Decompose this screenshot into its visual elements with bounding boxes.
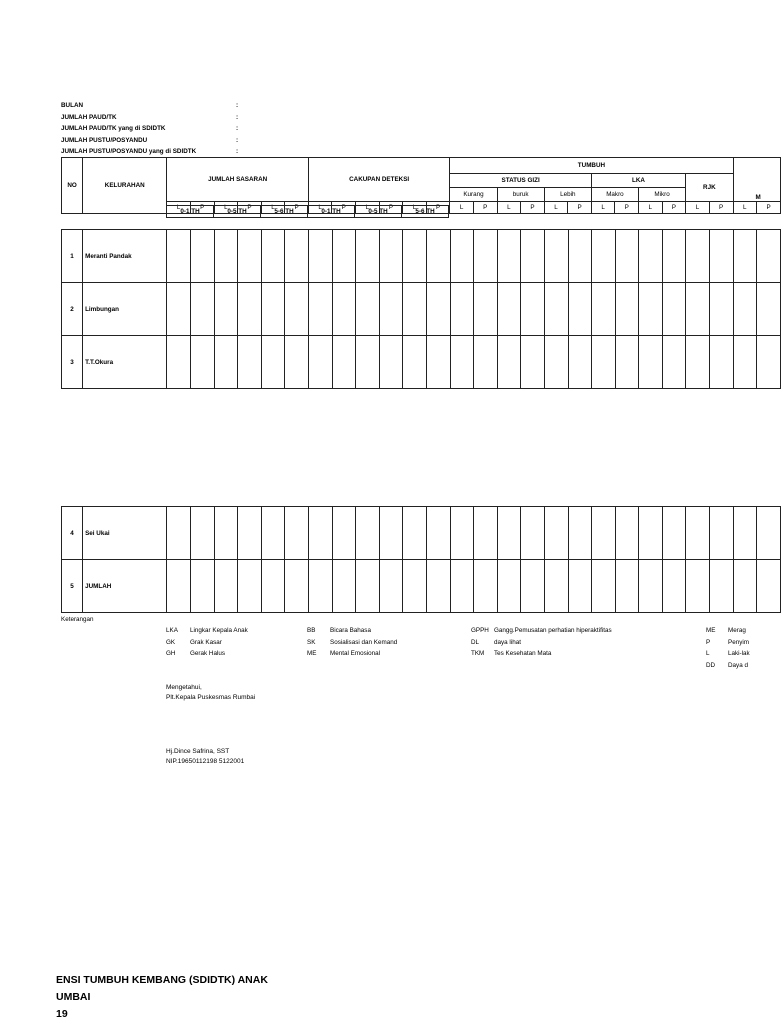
meta-row-pustu — [61, 135, 239, 147]
data-cell[interactable] — [191, 560, 215, 613]
legend-item — [471, 637, 612, 649]
data-cell[interactable] — [261, 230, 285, 283]
data-cell[interactable] — [757, 560, 781, 613]
data-cell[interactable] — [167, 336, 191, 389]
meta-row-paud — [61, 112, 239, 124]
data-cell[interactable] — [544, 336, 568, 389]
row-no: 4 — [62, 507, 83, 560]
data-cell[interactable] — [261, 507, 285, 560]
lp-header-p: P — [285, 202, 309, 214]
header-lka-makro: Makro — [591, 188, 638, 202]
data-cell[interactable] — [686, 230, 710, 283]
data-cell[interactable] — [568, 507, 592, 560]
data-cell[interactable] — [592, 230, 616, 283]
data-cell[interactable] — [426, 336, 450, 389]
data-cell[interactable] — [592, 560, 616, 613]
data-cell[interactable] — [592, 336, 616, 389]
signature-position: Plt.Kepala Puskesmas Rumbai — [166, 694, 256, 701]
data-cell[interactable] — [379, 336, 403, 389]
row-no: 1 — [62, 230, 83, 283]
data-cell[interactable] — [379, 507, 403, 560]
data-cell[interactable] — [214, 283, 238, 336]
lp-header-l: L — [403, 202, 427, 214]
data-cell[interactable] — [544, 560, 568, 613]
age-sasaran-0-5: 0-5 TH — [214, 206, 261, 218]
data-cell[interactable] — [238, 560, 262, 613]
table-row — [62, 283, 781, 336]
age-cakupan-0-5: 0-5 TH — [355, 206, 402, 218]
data-cell[interactable] — [356, 560, 380, 613]
lp-header-p: P — [332, 202, 356, 214]
data-cell[interactable] — [733, 336, 757, 389]
lp-header-l: L — [450, 202, 474, 214]
legend-code: GK — [166, 638, 176, 646]
data-cell[interactable] — [426, 560, 450, 613]
data-cell[interactable] — [757, 283, 781, 336]
data-cell[interactable] — [733, 507, 757, 560]
data-cell[interactable] — [544, 507, 568, 560]
legend-item — [166, 625, 248, 637]
signature-nip: NIP.19650112198 5122001 — [166, 758, 245, 765]
header-kelurahan: KELURAHAN — [83, 158, 167, 214]
data-cell[interactable] — [615, 283, 639, 336]
data-cell[interactable] — [379, 283, 403, 336]
data-cell[interactable] — [238, 283, 262, 336]
data-cell[interactable] — [332, 283, 356, 336]
data-cell[interactable] — [356, 283, 380, 336]
data-cell[interactable] — [568, 560, 592, 613]
table-row — [62, 230, 781, 283]
data-cell[interactable] — [497, 507, 521, 560]
legend-desc: daya lihat — [494, 638, 521, 646]
legend-desc: Gangg.Pemusatan perhatian hiperaktifitas — [494, 627, 612, 634]
data-cell[interactable] — [615, 336, 639, 389]
data-cell[interactable] — [639, 230, 663, 283]
data-cell[interactable] — [379, 560, 403, 613]
data-cell[interactable] — [285, 283, 309, 336]
data-cell[interactable] — [214, 336, 238, 389]
data-cell[interactable] — [214, 560, 238, 613]
data-cell[interactable] — [332, 560, 356, 613]
data-cell[interactable] — [285, 230, 309, 283]
data-cell[interactable] — [214, 230, 238, 283]
lp-header-p: P — [521, 202, 545, 214]
data-cell[interactable] — [426, 230, 450, 283]
data-cell[interactable] — [733, 560, 757, 613]
data-cell[interactable] — [474, 560, 498, 613]
age-sasaran-0-1: 0-1 TH — [167, 206, 214, 218]
data-cell[interactable] — [308, 507, 332, 560]
data-cell[interactable] — [568, 283, 592, 336]
legend-code: GH — [166, 650, 176, 657]
age-sasaran-5-6: 5-6 TH — [261, 206, 308, 218]
meta-row-bulan — [61, 100, 239, 112]
legend-desc: Tes Kesehatan Mata — [494, 650, 552, 657]
header-gizi-kurang: Kurang — [450, 188, 497, 202]
header-gizi-buruk: buruk — [497, 188, 544, 202]
legend-item — [706, 637, 768, 649]
data-cell[interactable] — [474, 283, 498, 336]
data-cell[interactable] — [639, 507, 663, 560]
data-cell[interactable] — [167, 283, 191, 336]
data-cell[interactable] — [261, 336, 285, 389]
age-group-row — [166, 205, 449, 218]
meta-label: JUMLAH PAUD/TK — [61, 113, 117, 121]
data-cell[interactable] — [521, 230, 545, 283]
header-lka: LKA — [591, 174, 685, 188]
lp-header-l: L — [356, 202, 380, 214]
lp-header-l: L — [544, 202, 568, 214]
data-cell[interactable] — [568, 230, 592, 283]
data-cell[interactable] — [733, 230, 757, 283]
lp-header-l: L — [214, 202, 238, 214]
data-cell[interactable] — [426, 507, 450, 560]
row-no: 3 — [62, 336, 83, 389]
legend-item — [307, 648, 397, 660]
data-cell[interactable] — [167, 560, 191, 613]
data-cell[interactable] — [191, 230, 215, 283]
data-cell[interactable] — [592, 283, 616, 336]
data-cell[interactable] — [544, 230, 568, 283]
row-kelurahan: Limbungan — [83, 283, 167, 336]
data-cell[interactable] — [308, 560, 332, 613]
legend-code: ME — [706, 627, 716, 634]
data-cell[interactable] — [191, 336, 215, 389]
data-cell[interactable] — [615, 230, 639, 283]
lp-header-p: P — [615, 202, 639, 214]
legend-code: GPPH — [471, 627, 489, 634]
data-cell[interactable] — [403, 560, 427, 613]
meta-row-paud-sdidtk — [61, 123, 239, 135]
data-cell[interactable] — [497, 230, 521, 283]
data-cell[interactable] — [191, 283, 215, 336]
data-cell[interactable] — [191, 507, 215, 560]
data-cell[interactable] — [497, 560, 521, 613]
legend-desc: Grak Kasar — [190, 638, 222, 646]
meta-label: JUMLAH PUSTU/POSYANDU yang di SDIDTK — [61, 148, 197, 155]
legend-desc: Merag — [728, 627, 746, 634]
data-cell[interactable] — [285, 560, 309, 613]
meta-sep: : — [236, 113, 239, 121]
legend-desc: Mental Emosional — [330, 650, 381, 657]
data-cell[interactable] — [332, 507, 356, 560]
lp-header-l: L — [686, 202, 710, 214]
data-cell[interactable] — [308, 230, 332, 283]
lp-header-p: P — [379, 202, 403, 214]
data-cell[interactable] — [662, 283, 686, 336]
lp-header-l: L — [733, 202, 757, 214]
data-cell[interactable] — [686, 560, 710, 613]
data-cell[interactable] — [379, 230, 403, 283]
legend-item — [706, 625, 768, 637]
data-cell[interactable] — [686, 283, 710, 336]
data-cell[interactable] — [615, 507, 639, 560]
legend-item — [307, 625, 397, 637]
legend-desc: Daya d — [728, 661, 748, 669]
header-no: NO — [62, 158, 83, 214]
data-cell[interactable] — [686, 336, 710, 389]
data-cell[interactable] — [757, 507, 781, 560]
data-cell[interactable] — [214, 507, 238, 560]
legend-desc: Penyim — [728, 638, 749, 646]
legend-code: LKA — [166, 627, 178, 634]
data-cell[interactable] — [662, 507, 686, 560]
legend-desc: Gerak Halus — [190, 650, 225, 657]
data-table-bottom — [61, 506, 781, 613]
legend-desc: Bicara Bahasa — [330, 627, 371, 634]
footer-title-line1: ENSI TUMBUH KEMBANG (SDIDTK) ANAK — [56, 974, 268, 986]
row-kelurahan: Meranti Pandak — [83, 230, 167, 283]
data-table-top — [61, 229, 781, 389]
meta-info — [61, 100, 239, 158]
data-cell[interactable] — [521, 283, 545, 336]
data-cell[interactable] — [757, 230, 781, 283]
data-cell[interactable] — [521, 507, 545, 560]
signature-block — [166, 683, 255, 767]
table-row — [62, 507, 781, 560]
data-cell[interactable] — [356, 336, 380, 389]
data-cell[interactable] — [568, 336, 592, 389]
data-cell[interactable] — [450, 230, 474, 283]
data-cell[interactable] — [615, 560, 639, 613]
data-cell[interactable] — [474, 336, 498, 389]
row-no: 2 — [62, 283, 83, 336]
header-cakupan-deteksi: CAKUPAN DETEKSI — [308, 158, 450, 202]
footer-title-line3: 19 — [56, 1008, 68, 1020]
data-cell[interactable] — [592, 507, 616, 560]
age-cakupan-5-6: 5-6 TH — [402, 206, 449, 218]
data-cell[interactable] — [403, 283, 427, 336]
data-cell[interactable] — [450, 560, 474, 613]
data-cell[interactable] — [639, 336, 663, 389]
data-cell[interactable] — [710, 336, 734, 389]
data-cell[interactable] — [426, 283, 450, 336]
signature-mengetahui: Mengetahui, — [166, 684, 202, 691]
lp-header-p: P — [662, 202, 686, 214]
meta-sep: : — [236, 102, 239, 109]
meta-sep: : — [236, 148, 239, 155]
lp-header-l: L — [261, 202, 285, 214]
meta-label: BULAN — [61, 102, 84, 109]
data-cell[interactable] — [710, 560, 734, 613]
legend-code: BB — [307, 627, 316, 634]
footer-title-line2: UMBAI — [56, 991, 91, 1003]
legend-desc: Laki-lak — [728, 650, 750, 657]
data-cell[interactable] — [639, 283, 663, 336]
data-cell[interactable] — [356, 230, 380, 283]
data-cell[interactable] — [710, 230, 734, 283]
meta-label: JUMLAH PUSTU/POSYANDU — [61, 136, 148, 144]
lp-header-p: P — [190, 202, 214, 214]
data-cell[interactable] — [710, 283, 734, 336]
lp-header-p: P — [426, 202, 450, 214]
legend-col-4 — [706, 625, 768, 671]
header-tumbuh: TUMBUH — [450, 158, 733, 174]
data-cell[interactable] — [544, 283, 568, 336]
lp-header-l: L — [167, 202, 191, 214]
data-cell[interactable] — [474, 230, 498, 283]
meta-row-pustu-sdidtk — [61, 146, 239, 158]
data-cell[interactable] — [261, 560, 285, 613]
data-cell[interactable] — [238, 507, 262, 560]
legend-item — [706, 660, 768, 672]
lp-header-p: P — [238, 202, 262, 214]
data-cell[interactable] — [332, 336, 356, 389]
data-cell[interactable] — [167, 507, 191, 560]
lp-header-l: L — [308, 202, 332, 214]
data-cell[interactable] — [332, 230, 356, 283]
data-cell[interactable] — [521, 336, 545, 389]
legend-code: SK — [307, 638, 316, 646]
data-cell[interactable] — [356, 507, 380, 560]
table-row — [62, 336, 781, 389]
table-row — [62, 560, 781, 613]
legend-col-3 — [471, 625, 612, 660]
lp-header-p: P — [568, 202, 592, 214]
lp-header-p: P — [473, 202, 497, 214]
meta-sep: : — [236, 136, 239, 144]
legend-item — [706, 648, 768, 660]
data-cell[interactable] — [639, 560, 663, 613]
data-cell[interactable] — [733, 283, 757, 336]
lp-header-l: L — [497, 202, 521, 214]
data-cell[interactable] — [450, 336, 474, 389]
row-kelurahan: T.T.Okura — [83, 336, 167, 389]
data-cell[interactable] — [662, 336, 686, 389]
lp-header-l: L — [639, 202, 663, 214]
data-cell[interactable] — [238, 336, 262, 389]
data-cell[interactable] — [662, 230, 686, 283]
legend-title: Keterangan — [61, 616, 94, 623]
data-cell[interactable] — [497, 336, 521, 389]
row-kelurahan: Sei Ukai — [83, 507, 167, 560]
data-cell[interactable] — [757, 336, 781, 389]
legend-item — [471, 625, 612, 637]
data-cell[interactable] — [497, 283, 521, 336]
data-cell[interactable] — [285, 507, 309, 560]
header-rjk: RJK — [686, 174, 733, 202]
data-cell[interactable] — [710, 507, 734, 560]
data-cell[interactable] — [403, 230, 427, 283]
data-cell[interactable] — [403, 336, 427, 389]
legend-item — [166, 648, 248, 660]
legend-item — [166, 637, 248, 649]
legend-code: TKM — [471, 650, 485, 657]
legend-code: ME — [307, 650, 317, 657]
age-cakupan-0-1: 0-1 TH — [308, 206, 355, 218]
data-cell[interactable] — [403, 507, 427, 560]
header-gizi-lebih: Lebih — [544, 188, 591, 202]
legend-item — [471, 648, 612, 660]
meta-sep: : — [236, 125, 239, 132]
legend-col-1 — [166, 625, 248, 660]
legend-code: L — [706, 650, 710, 657]
header-cut: M — [733, 158, 781, 202]
data-cell[interactable] — [450, 283, 474, 336]
header-lka-mikro: Mikro — [639, 188, 686, 202]
data-cell[interactable] — [308, 283, 332, 336]
meta-label: JUMLAH PAUD/TK yang di SDIDTK — [61, 125, 166, 132]
signature-name: Hj.Dince Safrina, SST — [166, 748, 230, 755]
data-cell[interactable] — [686, 507, 710, 560]
legend-desc: Sosialisasi dan Kemand — [330, 638, 398, 646]
data-cell[interactable] — [450, 507, 474, 560]
data-cell[interactable] — [285, 336, 309, 389]
data-cell[interactable] — [238, 230, 262, 283]
data-cell[interactable] — [261, 283, 285, 336]
legend-code: P — [706, 638, 711, 646]
data-cell[interactable] — [662, 560, 686, 613]
lp-header-l: L — [591, 202, 615, 214]
legend-code: DD — [706, 661, 716, 669]
legend-desc: Lingkar Kepala Anak — [190, 627, 248, 634]
footer-title — [56, 972, 316, 1023]
data-cell[interactable] — [474, 507, 498, 560]
data-cell[interactable] — [167, 230, 191, 283]
legend-item — [307, 637, 397, 649]
lp-header-p: P — [709, 202, 733, 214]
legend-col-2 — [307, 625, 397, 660]
row-no: 5 — [62, 560, 83, 613]
lp-header-p: P — [757, 202, 781, 214]
header-jumlah-sasaran: JUMLAH SASARAN — [167, 158, 309, 202]
row-kelurahan: JUMLAH — [83, 560, 167, 613]
data-cell[interactable] — [521, 560, 545, 613]
header-status-gizi: STATUS GIZI — [450, 174, 591, 188]
data-cell[interactable] — [308, 336, 332, 389]
legend-code: DL — [471, 638, 480, 646]
